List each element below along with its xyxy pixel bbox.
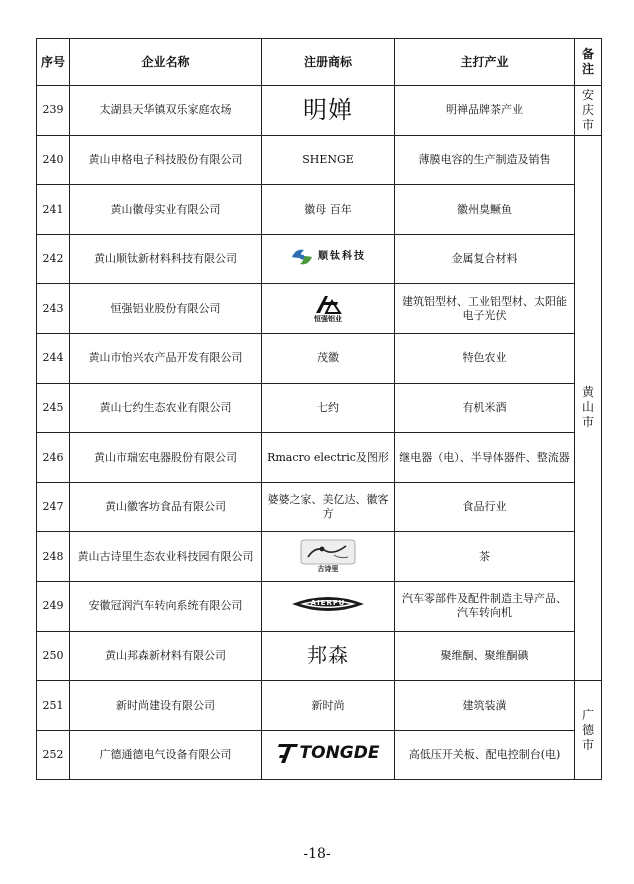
- row-no: 246: [37, 433, 70, 483]
- row-trademark: SHENGE: [262, 135, 395, 185]
- row-industry: 继电器（电）、半导体器件、整流器: [395, 433, 575, 483]
- trademark-text: 古诗里: [317, 565, 339, 574]
- header-note: 备注: [575, 39, 602, 86]
- note-char: 广: [581, 707, 594, 722]
- row-industry: 建筑装潢: [395, 681, 575, 731]
- row-industry: 明禅品牌茶产业: [395, 86, 575, 136]
- note-char: 德: [581, 722, 594, 737]
- row-trademark: [262, 234, 395, 284]
- row-industry: 有机米酒: [395, 383, 575, 433]
- note-anqing: [575, 86, 602, 136]
- trademark-text: 顺钛科技: [318, 250, 366, 262]
- table-row: [37, 433, 602, 483]
- row-industry: 汽车零部件及配件制造主导产品、汽车转向机: [395, 581, 575, 631]
- table-row: [37, 333, 602, 383]
- row-name: 广德通德电气设备有限公司: [70, 730, 262, 780]
- note-char: 市: [581, 415, 594, 430]
- table-row: [37, 681, 602, 731]
- row-name: 安徽冠润汽车转向系统有限公司: [70, 581, 262, 631]
- row-trademark: [262, 86, 395, 136]
- row-industry: 茶: [395, 532, 575, 582]
- trademark-gushili-logo: [300, 539, 356, 574]
- row-no: 242: [37, 234, 70, 284]
- row-trademark: [262, 532, 395, 582]
- page-number: -18-: [303, 846, 331, 862]
- trademark-hengqiang-logo: [313, 293, 343, 324]
- table-row: [37, 532, 602, 582]
- row-name: 黄山市怡兴农产品开发有限公司: [70, 333, 262, 383]
- row-name: 黄山市瑞宏电器股份有限公司: [70, 433, 262, 483]
- header-no: 序号: [37, 39, 70, 86]
- row-name: 黄山徽客坊食品有限公司: [70, 482, 262, 532]
- row-no: 250: [37, 631, 70, 681]
- note-char: 安: [581, 87, 594, 102]
- row-trademark: [262, 581, 395, 631]
- row-no: 244: [37, 333, 70, 383]
- trademark-bangsen: 邦森: [307, 643, 349, 668]
- row-name: 新时尚建设有限公司: [70, 681, 262, 731]
- table-header-row: [37, 39, 602, 86]
- row-name: 恒强铝业股份有限公司: [70, 284, 262, 334]
- row-no: 240: [37, 135, 70, 185]
- row-name: 黄山顺钛新材料科技有限公司: [70, 234, 262, 284]
- row-no: 251: [37, 681, 70, 731]
- row-trademark: [262, 730, 395, 780]
- note-char: 黄: [581, 385, 594, 400]
- trademark-text: TONGDE: [299, 742, 380, 763]
- row-industry: 徽州臭鳜鱼: [395, 185, 575, 235]
- table-row: [37, 482, 602, 532]
- hengqiang-icon: [313, 293, 343, 315]
- note-char: 市: [581, 737, 594, 752]
- enterprise-trademark-table: [36, 38, 602, 780]
- row-name: 黄山徽母实业有限公司: [70, 185, 262, 235]
- table-row: [37, 730, 602, 780]
- note-char: 庆: [581, 102, 594, 117]
- trademark-tongde-logo: [277, 741, 380, 765]
- table-row: [37, 631, 602, 681]
- row-industry: 食品行业: [395, 482, 575, 532]
- row-no: 252: [37, 730, 70, 780]
- row-industry: 金属复合材料: [395, 234, 575, 284]
- table-row: [37, 234, 602, 284]
- trademark-text: 恒强铝业: [314, 315, 342, 324]
- row-no: 239: [37, 86, 70, 136]
- row-name: 黄山七约生态农业有限公司: [70, 383, 262, 433]
- row-name: 黄山古诗里生态农业科技园有限公司: [70, 532, 262, 582]
- trademark-shuntai-logo: [290, 246, 366, 268]
- row-no: 245: [37, 383, 70, 433]
- row-trademark: 新时尚: [262, 681, 395, 731]
- row-industry: 建筑铝型材、工业铝型材、太阳能电子光伏: [395, 284, 575, 334]
- row-name: 太湖县天华镇双乐家庭农场: [70, 86, 262, 136]
- row-no: 243: [37, 284, 70, 334]
- row-no: 247: [37, 482, 70, 532]
- trademark-mingchan: 明婵: [303, 96, 353, 125]
- table-row: [37, 135, 602, 185]
- row-industry: 高低压开关板、配电控制台(电): [395, 730, 575, 780]
- table-row: [37, 185, 602, 235]
- row-trademark: [262, 631, 395, 681]
- table-row: [37, 581, 602, 631]
- table-row: [37, 86, 602, 136]
- row-no: 249: [37, 581, 70, 631]
- header-industry: 主打产业: [395, 39, 575, 86]
- trademark-aierfu-logo: [290, 594, 366, 614]
- row-industry: 特色农业: [395, 333, 575, 383]
- row-trademark: 婆婆之家、美亿达、徽客方: [262, 482, 395, 532]
- row-name: 黄山申格电子科技股份有限公司: [70, 135, 262, 185]
- tongde-icon: [277, 741, 299, 765]
- header-name: 企业名称: [70, 39, 262, 86]
- note-char: 山: [581, 400, 594, 415]
- note-huangshan: [575, 135, 602, 681]
- row-trademark: [262, 284, 395, 334]
- gushili-icon: [300, 539, 356, 565]
- table-row: [37, 383, 602, 433]
- note-char: 市: [581, 117, 594, 132]
- row-trademark: 茂徽: [262, 333, 395, 383]
- row-no: 241: [37, 185, 70, 235]
- note-guangde: [575, 681, 602, 780]
- row-name: 黄山邦森新材料有限公司: [70, 631, 262, 681]
- table-row: [37, 284, 602, 334]
- row-trademark: 徽母 百年: [262, 185, 395, 235]
- header-trademark: 注册商标: [262, 39, 395, 86]
- row-industry: 薄膜电容的生产制造及销售: [395, 135, 575, 185]
- row-trademark: 七约: [262, 383, 395, 433]
- row-trademark: Rmacro electric及图形: [262, 433, 395, 483]
- trademark-text: AIERFU: [310, 599, 346, 608]
- row-no: 248: [37, 532, 70, 582]
- row-industry: 聚维酮、聚维酮碘: [395, 631, 575, 681]
- shuntai-icon: [290, 246, 314, 268]
